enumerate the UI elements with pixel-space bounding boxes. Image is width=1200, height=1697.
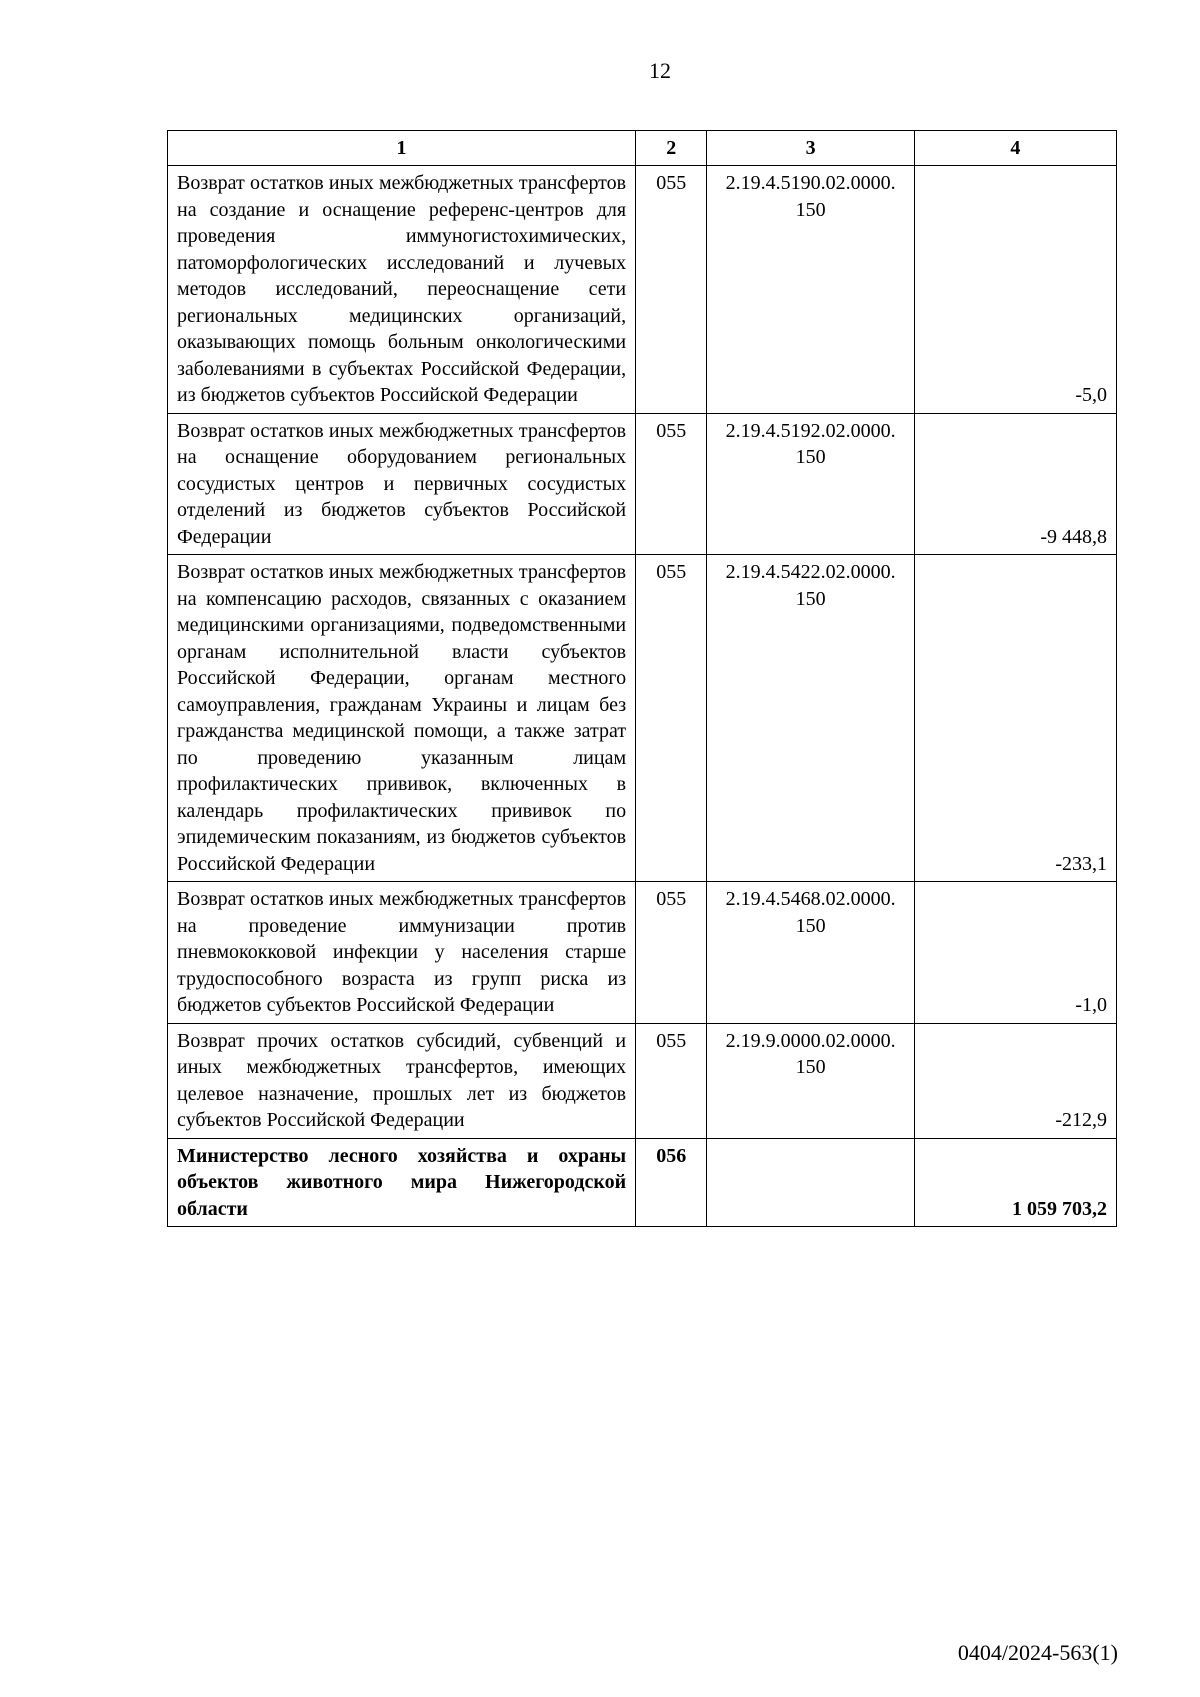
row-kbk-code: 2.19.4.5190.02.0000. 150 [707, 166, 914, 414]
row-description: Возврат прочих остатков субсидий, субвенций и иных межбюджетных трансфертов, имеющих целевое назначение, прошлых лет из бюджетов субъектов Российской Федерации [168, 1023, 636, 1138]
ministry-name: Министерство лесного хозяйства и охраны объектов животного мира Нижегородской области [168, 1138, 636, 1227]
table-row [168, 1023, 1117, 1138]
row-amount: -233,1 [914, 555, 1116, 882]
row-amount: -212,9 [914, 1023, 1116, 1138]
document-id: 0404/2024-563(1) [957, 1640, 1118, 1665]
ministry-kbk-code [707, 1138, 914, 1227]
table-row [168, 555, 1117, 882]
column-header-2: 2 [636, 131, 707, 166]
row-admin-code: 055 [636, 882, 707, 1024]
row-admin-code: 055 [636, 1023, 707, 1138]
row-kbk-code: 2.19.4.5422.02.0000. 150 [707, 555, 914, 882]
row-kbk-code: 2.19.9.0000.02.0000. 150 [707, 1023, 914, 1138]
row-description: Возврат остатков иных межбюджетных трансфертов на оснащение оборудованием региональных сосудистых центров и первичных сосудистых отделений из бюджетов субъектов Российской Федерации [168, 413, 636, 555]
row-amount: -1,0 [914, 882, 1116, 1024]
row-admin-code: 055 [636, 555, 707, 882]
row-amount: -5,0 [914, 166, 1116, 414]
column-header-4: 4 [914, 131, 1116, 166]
table-header-row [168, 131, 1117, 166]
row-amount: -9 448,8 [914, 413, 1116, 555]
page-number: 12 [649, 58, 671, 83]
row-description: Возврат остатков иных межбюджетных трансфертов на компенсацию расходов, связанных с оказанием медицинскими организациями, подведомственными органам исполнительной власти субъектов Российской Федерации, органам местного самоуправления, гражданам Украины и лицам без гражданства медицинской помощи, а также затрат по проведению указанным лицам профилактических прививок, включенных в календарь профилактических прививок по эпидемическим показаниям, из бюджетов субъектов Российской Федерации [168, 555, 636, 882]
ministry-admin-code: 056 [636, 1138, 707, 1227]
row-admin-code: 055 [636, 166, 707, 414]
table-row [168, 413, 1117, 555]
row-admin-code: 055 [636, 413, 707, 555]
row-description: Возврат остатков иных межбюджетных трансфертов на проведение иммунизации против пневмококковой инфекции у населения старше трудоспособного возраста из групп риска из бюджетов субъектов Российской Федерации [168, 882, 636, 1024]
table-row [168, 882, 1117, 1024]
ministry-total-amount: 1 059 703,2 [914, 1138, 1116, 1227]
table-row [168, 166, 1117, 414]
row-kbk-code: 2.19.4.5192.02.0000. 150 [707, 413, 914, 555]
row-kbk-code: 2.19.4.5468.02.0000. 150 [707, 882, 914, 1024]
column-header-1: 1 [168, 131, 636, 166]
column-header-3: 3 [707, 131, 914, 166]
row-description: Возврат остатков иных межбюджетных трансфертов на создание и оснащение референс-центров для проведения иммуногистохимических, патоморфологических исследований и лучевых методов исследований, переоснащение сети региональных медицинских организаций, оказывающих помощь больным онкологическими заболеваниями в субъектах Российской Федерации, из бюджетов субъектов Российской Федерации [168, 166, 636, 414]
budget-table [167, 130, 1117, 1227]
ministry-total-row [168, 1138, 1117, 1227]
